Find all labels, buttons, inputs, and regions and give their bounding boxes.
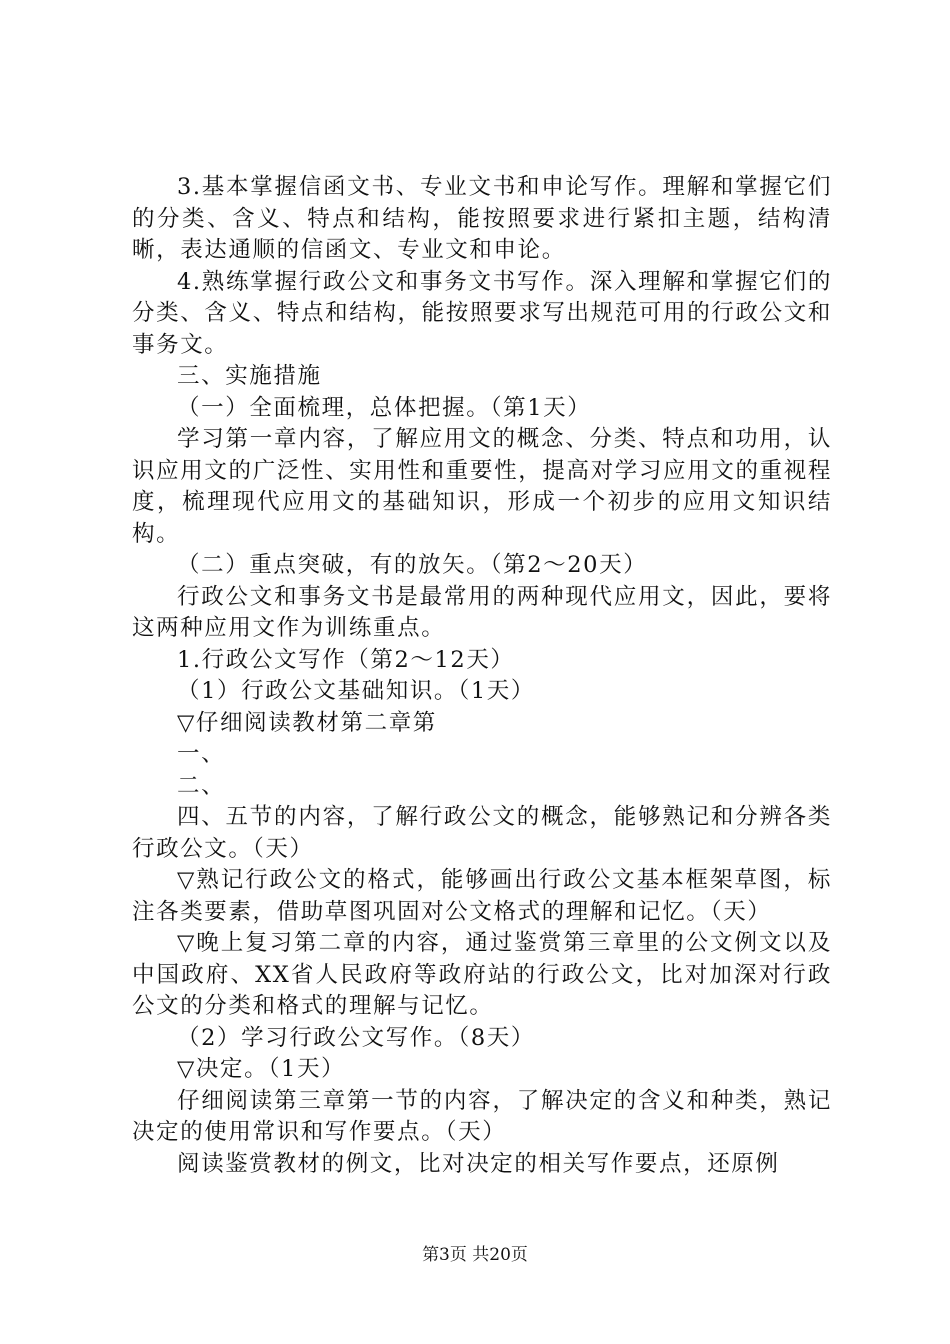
paragraph-chapter-1: 学习第一章内容，了解应用文的概念、分类、特点和功用，认识应用文的广泛性、实用性和重要性，提高对学习应用文的重视程度，梳理现代应用文的基础知识，形成一个初步的应用文知识结构。 xyxy=(132,426,832,547)
subheading-admin-basics: （1）行政公文基础知识。（1天） xyxy=(177,678,535,704)
paragraph-decision-examples: 阅读鉴赏教材的例文，比对决定的相关写作要点，还原例 xyxy=(177,1150,780,1177)
paragraph-goal-3: 3.基本掌握信函文书、专业文书和申论写作。理解和掌握它们的分类、含义、特点和结构，能按照要求进行紧扣主题，结构清晰，表达通顺的信函文、专业文和申论。 xyxy=(132,174,832,263)
section-heading-measures: 三、实施措施 xyxy=(177,363,322,389)
list-item-decision: ▽决定。（1天） xyxy=(177,1056,346,1082)
subheading-focus: （二）重点突破，有的放矢。（第2～20天） xyxy=(177,552,648,578)
list-item-evening-review: ▽晚上复习第二章的内容，通过鉴赏第三章里的公文例文以及中国政府、XX省人民政府等政府站的行政公文，比对加深对行政公文的分类和格式的理解与记忆。 xyxy=(132,930,832,1019)
page-footer: 第3页 共20页 xyxy=(422,1245,528,1265)
subheading-admin-writing: （2）学习行政公文写作。（8天） xyxy=(177,1024,535,1051)
paragraph-goal-4: 4.熟练掌握行政公文和事务文书写作。深入理解和掌握它们的分类、含义、特点和结构，能按照要求写出规范可用的行政公文和事务文。 xyxy=(132,268,832,358)
paragraph-focus-intro: 行政公文和事务文书是最常用的两种现代应用文，因此，要将这两种应用文作为训练重点。 xyxy=(132,583,832,641)
list-fragment-two: 二、 xyxy=(177,772,226,799)
paragraph-decision-read: 仔细阅读第三章第一节的内容，了解决定的含义和种类，熟记决定的使用常识和写作要点。（天） xyxy=(132,1087,832,1145)
list-fragment-one: 一、 xyxy=(177,741,226,767)
list-item-read-chapter-2: ▽仔细阅读教材第二章第 xyxy=(177,709,437,736)
subheading-admin-docs: 1.行政公文写作（第2～12天） xyxy=(177,646,515,673)
list-item-format: ▽熟记行政公文的格式，能够画出行政公文基本框架草图，标注各类要素，借助草图巩固对公文格式的理解和记忆。（天） xyxy=(132,867,832,925)
paragraph-sections-4-5: 四、五节的内容，了解行政公文的概念，能够熟记和分辨各类行政公文。（天） xyxy=(132,804,832,862)
document-body xyxy=(132,172,832,1180)
subheading-overview: （一）全面梳理，总体把握。（第1天） xyxy=(177,394,592,421)
